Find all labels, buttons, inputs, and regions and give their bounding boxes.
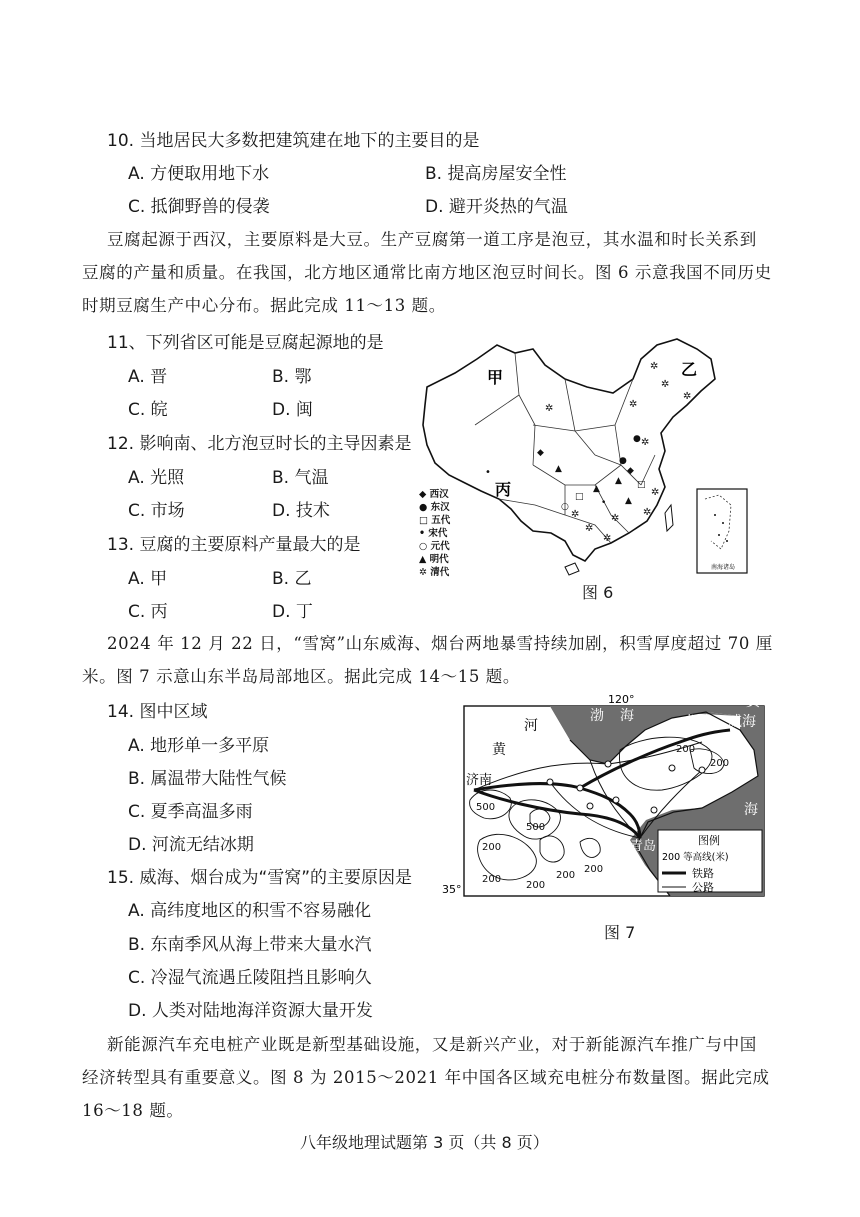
q10-option-d: D. 避开炎热的气温: [425, 197, 568, 217]
q13-option-b: B. 乙: [272, 569, 312, 589]
legend-wudai: □ 五代: [419, 515, 451, 526]
label-yantai: 烟台: [686, 714, 714, 730]
q13-stem: 13. 豆腐的主要原料产量最大的是: [107, 535, 361, 555]
svg-text:✲: ✲: [641, 437, 650, 448]
svg-text:✲: ✲: [650, 361, 659, 372]
q10-option-b: B. 提高房屋安全性: [425, 164, 567, 184]
svg-text:200: 200: [482, 842, 502, 853]
svg-text:200: 200: [526, 880, 546, 891]
china-map-graphic: [415, 335, 750, 580]
fig6-legend: [419, 488, 451, 578]
label-huang2: 黄: [746, 694, 760, 710]
passage2-line2: 米。图 7 示意山东半岛局部地区。据此完成 14～15 题。: [82, 667, 520, 686]
q14-stem: 14. 图中区域: [107, 702, 208, 722]
label-qingdao: 青岛: [630, 839, 657, 854]
q15-stem: 15. 威海、烟台成为“雪窝”的主要原因是: [107, 868, 413, 888]
passage3-line1: 新能源汽车充电桩产业既是新型基础设施，又是新兴产业，对于新能源汽车推广与中国: [107, 1035, 757, 1054]
q13-option-d: D. 丁: [272, 602, 313, 622]
map-label-bing: 丙: [495, 480, 512, 499]
legend-mingdai: ▲ 明代: [419, 554, 449, 565]
svg-text:•: •: [485, 467, 491, 478]
svg-text:✲: ✲: [629, 399, 638, 410]
passage3-line2: 经济转型具有重要意义。图 8 为 2015～2021 年中国各区域充电桩分布数量图。据此完成: [82, 1068, 770, 1087]
q15-option-b: B. 东南季风从海上带来大量水汽: [128, 935, 372, 955]
svg-text:200: 200: [676, 744, 696, 755]
label-hai2: 海: [744, 802, 758, 818]
svg-text:✲: ✲: [545, 403, 554, 414]
label-he: 河: [524, 718, 538, 734]
svg-text:200: 200: [584, 864, 604, 875]
svg-text:✲: ✲: [611, 513, 620, 524]
svg-text:500: 500: [526, 822, 546, 833]
q12-option-a: A. 光照: [128, 468, 185, 488]
label-hai: 海: [620, 708, 634, 724]
q12-option-d: D. 技术: [272, 501, 330, 521]
fig7-caption: 图 7: [604, 923, 636, 942]
svg-text:●: ●: [633, 434, 641, 444]
svg-text:▲: ▲: [615, 476, 622, 486]
q11-option-a: A. 晋: [128, 367, 168, 387]
svg-text:✲: ✲: [585, 523, 594, 534]
taiwan-island: [665, 505, 673, 531]
q14-option-d: D. 河流无结冰期: [128, 835, 254, 855]
svg-text:□: □: [637, 480, 646, 490]
q14-option-c: C. 夏季高温多雨: [128, 802, 253, 822]
q15-option-a: A. 高纬度地区的积雪不容易融化: [128, 901, 372, 921]
shandong-map-graphic: [440, 690, 770, 910]
fig7-legend: [658, 830, 762, 894]
q14-option-a: A. 地形单一多平原: [128, 736, 270, 756]
fig7-lat-label: 35°: [442, 883, 462, 896]
passage3-line3: 16～18 题。: [82, 1101, 184, 1120]
map-label-jia: 甲: [487, 368, 504, 387]
label-jinan: 济南: [466, 773, 493, 788]
svg-text:◆: ◆: [627, 466, 634, 476]
svg-text:200: 200: [710, 758, 730, 769]
passage1-line1: 豆腐起源于西汉，主要原料是大豆。生产豆腐第一道工序是泡豆，其水温和时长关系到: [107, 230, 757, 249]
svg-text:500: 500: [476, 802, 496, 813]
q10-option-c: C. 抵御野兽的侵袭: [128, 197, 270, 217]
fig7-legend-title: 图例: [698, 834, 720, 847]
legend-qingdai: ✲ 清代: [419, 567, 450, 578]
q10-option-a: A. 方便取用地下水: [128, 164, 270, 184]
svg-text:✲: ✲: [661, 379, 670, 390]
passage1-line3: 时期豆腐生产中心分布。据此完成 11～13 题。: [82, 296, 446, 315]
q12-stem: 12. 影响南、北方泡豆时长的主导因素是: [107, 434, 412, 454]
passage2-line1: 2024 年 12 月 22 日，“雪窝”山东威海、烟台两地暴雪持续加剧，积雪厚度超过 70 厘: [107, 634, 773, 653]
svg-text:✲: ✲: [603, 533, 612, 544]
figure-7-shandong-map: [440, 690, 770, 910]
svg-text:▲: ▲: [555, 464, 562, 474]
q11-option-c: C. 皖: [128, 400, 168, 420]
svg-text:✲: ✲: [683, 391, 692, 402]
label-bo: 渤: [590, 708, 604, 724]
svg-text:◆: ◆: [537, 448, 544, 458]
label-huang: 黄: [492, 742, 506, 758]
map-label-yi: 乙: [681, 360, 698, 379]
svg-text:✲: ✲: [571, 509, 580, 520]
legend-donghan: ● 东汉: [419, 502, 450, 513]
figure-6-china-map: [415, 335, 750, 580]
svg-text:▲: ▲: [625, 496, 632, 506]
svg-text:✲: ✲: [643, 507, 652, 518]
svg-text:200: 200: [556, 870, 576, 881]
svg-text:○: ○: [561, 502, 569, 512]
svg-text:200: 200: [482, 874, 502, 885]
svg-text:✲: ✲: [651, 487, 660, 498]
hainan-island: [565, 563, 579, 575]
q11-option-b: B. 鄂: [272, 367, 312, 387]
legend-xihan: ◆ 西汉: [419, 489, 449, 500]
fig7-legend-road: 公路: [692, 881, 714, 894]
q14-option-b: B. 属温带大陆性气候: [128, 769, 287, 789]
svg-text:▲: ▲: [593, 484, 600, 494]
passage1-line2: 豆腐的产量和质量。在我国，北方地区通常比南方地区泡豆时间长。图 6 示意我国不同历史: [82, 263, 772, 282]
svg-text:•: •: [601, 498, 607, 508]
q15-option-d: D. 人类对陆地海洋资源大量开发: [128, 1001, 373, 1021]
svg-text:□: □: [575, 492, 584, 502]
south-china-sea-inset: [697, 489, 747, 573]
fig7-lon-label: 120°: [608, 693, 635, 706]
q15-option-c: C. 冷湿气流遇丘陵阻挡且影响久: [128, 968, 372, 988]
china-outline: [423, 339, 715, 561]
q12-option-b: B. 气温: [272, 468, 329, 488]
legend-yuandai: ○ 元代: [419, 541, 450, 552]
q11-option-d: D. 闽: [272, 400, 313, 420]
q13-option-c: C. 丙: [128, 602, 168, 622]
label-weihai: 威海: [728, 714, 756, 730]
q12-option-c: C. 市场: [128, 501, 185, 521]
fig6-caption: 图 6: [582, 583, 614, 602]
q11-stem: 11、下列省区可能是豆腐起源地的是: [107, 333, 384, 353]
svg-text:●: ●: [619, 456, 627, 466]
page-footer: 八年级地理试题第 3 页（共 8 页）: [300, 1133, 549, 1152]
fig7-legend-rail: 铁路: [692, 867, 714, 880]
q10-stem: 10. 当地居民大多数把建筑建在地下的主要目的是: [107, 131, 480, 151]
fig7-legend-contour: 200 等高线(米): [662, 852, 729, 863]
inset-label: 南海诸岛: [711, 564, 736, 571]
legend-songdai: • 宋代: [419, 528, 448, 539]
q13-option-a: A. 甲: [128, 569, 168, 589]
